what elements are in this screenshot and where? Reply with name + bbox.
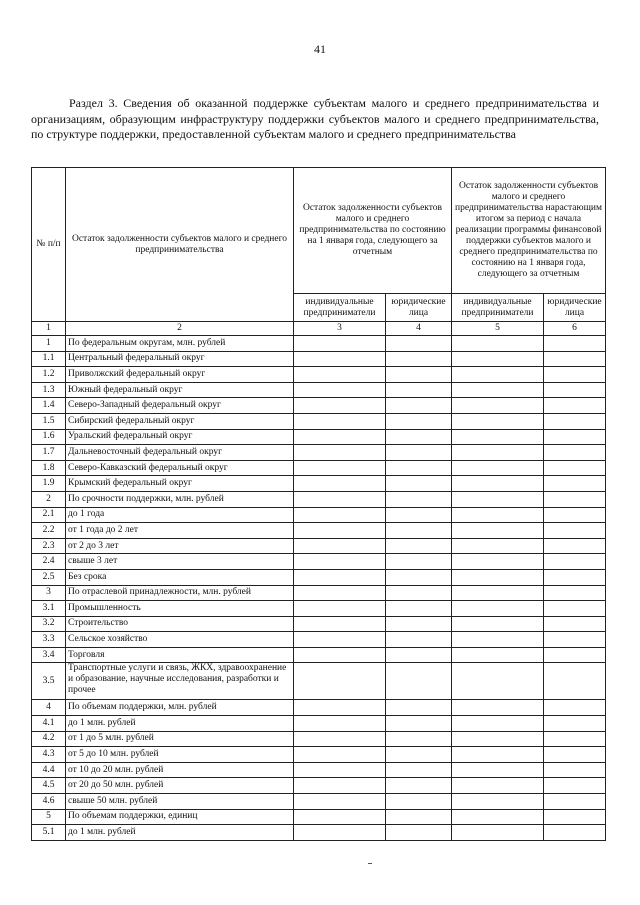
table-row: [32, 616, 606, 632]
row-label: Без срока: [66, 569, 294, 585]
row-label: Сибирский федеральный округ: [66, 413, 294, 429]
value-cell-col-4: [386, 825, 452, 841]
row-label: Сельское хозяйство: [66, 632, 294, 648]
table-row: [32, 491, 606, 507]
value-cell-col-6: [544, 413, 606, 429]
value-cell-col-3: [294, 601, 386, 617]
header-sub-legal-4: юридические лица: [386, 294, 452, 322]
row-number: 4.1: [32, 716, 66, 732]
value-cell-col-5: [452, 351, 544, 367]
row-label: свыше 3 лет: [66, 554, 294, 570]
value-cell-col-5: [452, 367, 544, 383]
table-row: [32, 585, 606, 601]
row-number: 4: [32, 700, 66, 716]
table-body: [32, 336, 606, 841]
row-number: 3.3: [32, 632, 66, 648]
table-row: [32, 523, 606, 539]
column-number: 3: [294, 322, 386, 336]
table-row: [32, 538, 606, 554]
value-cell-col-5: [452, 825, 544, 841]
column-number: 5: [452, 322, 544, 336]
row-label: свыше 50 млн. рублей: [66, 794, 294, 810]
value-cell-col-3: [294, 538, 386, 554]
value-cell-col-5: [452, 460, 544, 476]
row-number: 1.7: [32, 445, 66, 461]
row-label: от 5 до 10 млн. рублей: [66, 747, 294, 763]
header-sub-legal-6: юридические лица: [544, 294, 606, 322]
row-number: 1.8: [32, 460, 66, 476]
value-cell-col-6: [544, 762, 606, 778]
value-cell-col-5: [452, 794, 544, 810]
value-cell-col-4: [386, 632, 452, 648]
value-cell-col-6: [544, 445, 606, 461]
row-number: 2.2: [32, 523, 66, 539]
row-label: до 1 года: [66, 507, 294, 523]
row-label: По федеральным округам, млн. рублей: [66, 336, 294, 352]
value-cell-col-3: [294, 460, 386, 476]
value-cell-col-3: [294, 778, 386, 794]
value-cell-col-5: [452, 569, 544, 585]
table-row: [32, 762, 606, 778]
value-cell-col-5: [452, 413, 544, 429]
row-number: 5.1: [32, 825, 66, 841]
value-cell-col-5: [452, 700, 544, 716]
value-cell-col-3: [294, 367, 386, 383]
value-cell-col-5: [452, 778, 544, 794]
row-number: 4.4: [32, 762, 66, 778]
value-cell-col-4: [386, 762, 452, 778]
value-cell-col-6: [544, 382, 606, 398]
table-row: [32, 460, 606, 476]
value-cell-col-5: [452, 632, 544, 648]
value-cell-col-4: [386, 507, 452, 523]
table-row: [32, 716, 606, 732]
value-cell-col-6: [544, 647, 606, 663]
value-cell-col-6: [544, 809, 606, 825]
value-cell-col-6: [544, 367, 606, 383]
value-cell-col-6: [544, 731, 606, 747]
row-label: от 1 до 5 млн. рублей: [66, 731, 294, 747]
header-sub-individual-5: индивидуальные предприниматели: [452, 294, 544, 322]
row-label: Северо-Западный федеральный округ: [66, 398, 294, 414]
value-cell-col-3: [294, 809, 386, 825]
value-cell-col-3: [294, 632, 386, 648]
row-label: до 1 млн. рублей: [66, 716, 294, 732]
value-cell-col-4: [386, 616, 452, 632]
value-cell-col-4: [386, 663, 452, 700]
value-cell-col-6: [544, 778, 606, 794]
row-number: 3.4: [32, 647, 66, 663]
value-cell-col-6: [544, 700, 606, 716]
value-cell-col-5: [452, 585, 544, 601]
value-cell-col-6: [544, 523, 606, 539]
value-cell-col-4: [386, 460, 452, 476]
value-cell-col-4: [386, 445, 452, 461]
table-row: [32, 700, 606, 716]
row-number: 4.6: [32, 794, 66, 810]
value-cell-col-5: [452, 382, 544, 398]
value-cell-col-6: [544, 476, 606, 492]
value-cell-col-3: [294, 731, 386, 747]
row-label: Строительство: [66, 616, 294, 632]
value-cell-col-5: [452, 476, 544, 492]
value-cell-col-4: [386, 731, 452, 747]
page-number: 41: [314, 42, 326, 56]
value-cell-col-6: [544, 663, 606, 700]
row-number: 4.3: [32, 747, 66, 763]
value-cell-col-3: [294, 616, 386, 632]
row-label: Транспортные услуги и связь, ЖКХ, здравоохранение и образование, научные исследования, разработки и прочее: [66, 663, 294, 700]
table-row: [32, 809, 606, 825]
value-cell-col-3: [294, 825, 386, 841]
value-cell-col-6: [544, 616, 606, 632]
value-cell-col-4: [386, 794, 452, 810]
page-mark: [368, 863, 372, 864]
row-label: Промышленность: [66, 601, 294, 617]
value-cell-col-4: [386, 382, 452, 398]
value-cell-col-6: [544, 747, 606, 763]
value-cell-col-4: [386, 476, 452, 492]
value-cell-col-5: [452, 445, 544, 461]
value-cell-col-6: [544, 507, 606, 523]
support-structure-table: [31, 167, 606, 841]
value-cell-col-3: [294, 398, 386, 414]
table-row: [32, 825, 606, 841]
row-number: 3: [32, 585, 66, 601]
value-cell-col-6: [544, 585, 606, 601]
row-number: 1.5: [32, 413, 66, 429]
value-cell-col-3: [294, 794, 386, 810]
header-group-cumulative: Остаток задолженности субъектов малого и среднего предпринимательства нарастающим итогом за период с начала реализации программы финансовой поддержки субъектов малого и среднего предпринимательства по состоянию на 1 января года, следующего за отчетным: [452, 168, 606, 294]
value-cell-col-5: [452, 762, 544, 778]
row-number: 3.2: [32, 616, 66, 632]
row-number: 1.4: [32, 398, 66, 414]
value-cell-col-4: [386, 747, 452, 763]
table-row: [32, 336, 606, 352]
value-cell-col-5: [452, 601, 544, 617]
value-cell-col-3: [294, 413, 386, 429]
table-row: [32, 429, 606, 445]
value-cell-col-4: [386, 809, 452, 825]
value-cell-col-6: [544, 601, 606, 617]
value-cell-col-3: [294, 569, 386, 585]
table-row: [32, 663, 606, 700]
row-label: По срочности поддержки, млн. рублей: [66, 491, 294, 507]
value-cell-col-4: [386, 778, 452, 794]
row-number: 3.1: [32, 601, 66, 617]
column-number: 4: [386, 322, 452, 336]
value-cell-col-5: [452, 731, 544, 747]
value-cell-col-3: [294, 647, 386, 663]
table-row: [32, 398, 606, 414]
row-number: 4.2: [32, 731, 66, 747]
section-title: Раздел 3. Сведения об оказанной поддержке субъектам малого и среднего предпринимательства и организациям, образующим инфраструктуру поддержки субъектов малого и среднего предпринимательства, по структуре поддержки, предоставленной субъектам малого и среднего предпринимательства: [31, 96, 599, 141]
row-label: Приволжский федеральный округ: [66, 367, 294, 383]
value-cell-col-6: [544, 569, 606, 585]
column-number-row: [32, 322, 606, 336]
row-label: до 1 млн. рублей: [66, 825, 294, 841]
value-cell-col-5: [452, 647, 544, 663]
table-row: [32, 367, 606, 383]
value-cell-col-4: [386, 398, 452, 414]
row-label: Дальневосточный федеральный округ: [66, 445, 294, 461]
value-cell-col-6: [544, 794, 606, 810]
row-label: По объемам поддержки, млн. рублей: [66, 700, 294, 716]
value-cell-col-5: [452, 716, 544, 732]
value-cell-col-3: [294, 507, 386, 523]
row-number: 2.1: [32, 507, 66, 523]
value-cell-col-6: [544, 398, 606, 414]
value-cell-col-6: [544, 351, 606, 367]
row-number: 2.3: [32, 538, 66, 554]
row-number: 1.9: [32, 476, 66, 492]
value-cell-col-4: [386, 647, 452, 663]
column-number: 2: [66, 322, 294, 336]
header-row-main: [32, 168, 606, 294]
row-number: 1: [32, 336, 66, 352]
table-row: [32, 601, 606, 617]
value-cell-col-5: [452, 398, 544, 414]
value-cell-col-3: [294, 476, 386, 492]
value-cell-col-4: [386, 523, 452, 539]
row-number: 1.6: [32, 429, 66, 445]
value-cell-col-5: [452, 809, 544, 825]
value-cell-col-4: [386, 601, 452, 617]
header-sub-individual-3: индивидуальные предприниматели: [294, 294, 386, 322]
header-group-current: Остаток задолженности субъектов малого и среднего предпринимательства по состоянию на 1 января года, следующего за отчетным: [294, 168, 452, 294]
table-row: [32, 632, 606, 648]
row-number: 3.5: [32, 663, 66, 700]
value-cell-col-5: [452, 429, 544, 445]
value-cell-col-3: [294, 716, 386, 732]
row-label: Северо-Кавказский федеральный округ: [66, 460, 294, 476]
value-cell-col-3: [294, 445, 386, 461]
row-number: 5: [32, 809, 66, 825]
value-cell-col-3: [294, 747, 386, 763]
value-cell-col-6: [544, 554, 606, 570]
value-cell-col-3: [294, 762, 386, 778]
row-number: 1.2: [32, 367, 66, 383]
row-label: По отраслевой принадлежности, млн. рублей: [66, 585, 294, 601]
value-cell-col-4: [386, 367, 452, 383]
header-num: № п/п: [32, 168, 66, 322]
value-cell-col-3: [294, 429, 386, 445]
value-cell-col-5: [452, 538, 544, 554]
table-row: [32, 554, 606, 570]
row-label: Центральный федеральный округ: [66, 351, 294, 367]
value-cell-col-5: [452, 507, 544, 523]
value-cell-col-4: [386, 538, 452, 554]
table-row: [32, 382, 606, 398]
row-number: 2.4: [32, 554, 66, 570]
value-cell-col-5: [452, 747, 544, 763]
table-row: [32, 747, 606, 763]
row-number: 2: [32, 491, 66, 507]
value-cell-col-5: [452, 523, 544, 539]
value-cell-col-5: [452, 616, 544, 632]
table-row: [32, 413, 606, 429]
value-cell-col-6: [544, 825, 606, 841]
value-cell-col-5: [452, 491, 544, 507]
row-label: Южный федеральный округ: [66, 382, 294, 398]
table-row: [32, 351, 606, 367]
value-cell-col-5: [452, 554, 544, 570]
value-cell-col-6: [544, 460, 606, 476]
row-label: По объемам поддержки, единиц: [66, 809, 294, 825]
value-cell-col-6: [544, 632, 606, 648]
value-cell-col-4: [386, 716, 452, 732]
table-header: [32, 168, 606, 336]
value-cell-col-3: [294, 491, 386, 507]
row-label: Торговля: [66, 647, 294, 663]
column-number: 6: [544, 322, 606, 336]
value-cell-col-3: [294, 700, 386, 716]
value-cell-col-4: [386, 413, 452, 429]
table-row: [32, 647, 606, 663]
table-row: [32, 794, 606, 810]
row-number: 2.5: [32, 569, 66, 585]
table-row: [32, 445, 606, 461]
value-cell-col-3: [294, 351, 386, 367]
row-number: 1.1: [32, 351, 66, 367]
value-cell-col-5: [452, 663, 544, 700]
value-cell-col-3: [294, 336, 386, 352]
value-cell-col-4: [386, 554, 452, 570]
table-row: [32, 569, 606, 585]
value-cell-col-6: [544, 491, 606, 507]
value-cell-col-6: [544, 429, 606, 445]
row-label: от 2 до 3 лет: [66, 538, 294, 554]
value-cell-col-4: [386, 351, 452, 367]
value-cell-col-4: [386, 336, 452, 352]
header-name: Остаток задолженности субъектов малого и среднего предпринимательства: [66, 168, 294, 322]
value-cell-col-4: [386, 491, 452, 507]
row-label: от 10 до 20 млн. рублей: [66, 762, 294, 778]
value-cell-col-6: [544, 538, 606, 554]
column-number: 1: [32, 322, 66, 336]
row-number: 1.3: [32, 382, 66, 398]
row-label: Уральский федеральный округ: [66, 429, 294, 445]
row-number: 4.5: [32, 778, 66, 794]
row-label: Крымский федеральный округ: [66, 476, 294, 492]
table-row: [32, 507, 606, 523]
value-cell-col-3: [294, 382, 386, 398]
value-cell-col-4: [386, 700, 452, 716]
value-cell-col-5: [452, 336, 544, 352]
value-cell-col-3: [294, 585, 386, 601]
value-cell-col-4: [386, 429, 452, 445]
value-cell-col-6: [544, 716, 606, 732]
table-row: [32, 778, 606, 794]
value-cell-col-3: [294, 663, 386, 700]
row-label: от 1 года до 2 лет: [66, 523, 294, 539]
value-cell-col-6: [544, 336, 606, 352]
row-label: от 20 до 50 млн. рублей: [66, 778, 294, 794]
value-cell-col-3: [294, 523, 386, 539]
table-row: [32, 731, 606, 747]
value-cell-col-3: [294, 554, 386, 570]
table-row: [32, 476, 606, 492]
value-cell-col-4: [386, 569, 452, 585]
value-cell-col-4: [386, 585, 452, 601]
